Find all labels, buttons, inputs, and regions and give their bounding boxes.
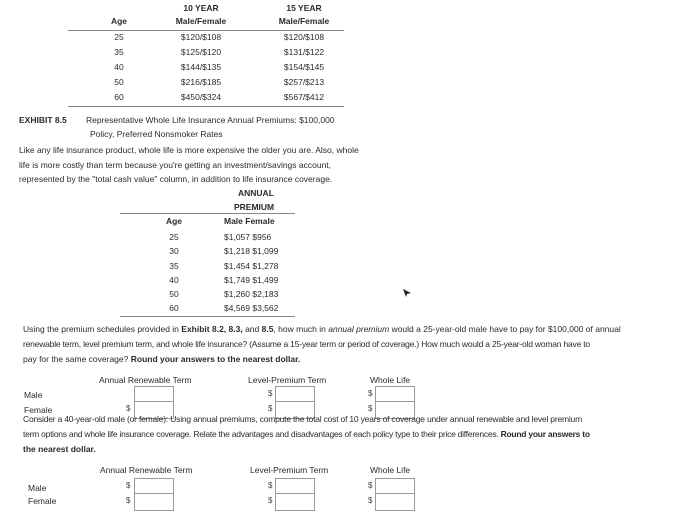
age-header: Age: [165, 216, 183, 226]
female-level-premium-cost-input[interactable]: [275, 493, 315, 511]
col-annual-renewable-term: Annual Renewable Term: [99, 375, 192, 385]
currency-symbol: $: [126, 496, 131, 505]
fifteen-year-cell: $567/$412: [283, 92, 325, 102]
premium-cell: $1,260 $2,183: [224, 289, 279, 299]
age-cell: 30: [169, 246, 179, 256]
premium-header: PREMIUM: [234, 202, 275, 212]
col-whole-life: Whole Life: [370, 465, 411, 475]
table-row: [68, 62, 344, 77]
table-divider: [68, 30, 344, 31]
question1-line3: [23, 354, 300, 365]
fifteen-year-cell: $120/$108: [283, 32, 325, 42]
question1-text: would a 25-year-old male have to pay for $100,000 of annual: [389, 324, 621, 334]
description-line: represented by the "total cash value" column, in addition to life insurance coverage.: [19, 174, 333, 184]
question1-text: and: [242, 324, 262, 334]
ten-year-header: 10 YEAR: [183, 3, 219, 13]
mouse-cursor-icon: [402, 288, 412, 298]
premium-cell: $1,749 $1,499: [224, 275, 279, 285]
premium-cell: $1,057 $956: [224, 232, 272, 242]
question1-emphasis: annual premium: [328, 324, 390, 334]
age-cell: 40: [169, 275, 179, 285]
table-divider: [120, 316, 295, 317]
ten-year-mf-header: Male/Female: [175, 16, 227, 26]
question2-line2: [23, 429, 590, 440]
currency-symbol: $: [268, 404, 273, 413]
fifteen-year-mf-header: Male/Female: [278, 16, 330, 26]
description-line: Like any life insurance product, whole life is more expensive the older you are. Also, whole: [19, 145, 359, 155]
ten-year-cell: $120/$108: [180, 32, 222, 42]
fifteen-year-header: 15 YEAR: [286, 3, 322, 13]
currency-symbol: $: [368, 496, 373, 505]
rounding-instruction: Round your answers to the nearest dollar.: [130, 354, 301, 364]
age-cell: 25: [169, 232, 179, 242]
table-subheader-row: [68, 16, 344, 31]
female-annual-renewable-cost-input[interactable]: [134, 493, 174, 511]
age-cell: 60: [114, 92, 124, 102]
question1-text: , how much in: [273, 324, 329, 334]
question1-text: Using the premium schedules provided in: [23, 324, 182, 334]
exhibit-caption-line2: Policy, Preferred Nonsmoker Rates: [90, 129, 223, 139]
table-row: [68, 77, 344, 92]
ten-year-cell: $216/$185: [180, 77, 222, 87]
premium-cell: $4,569 $3,562: [224, 303, 279, 313]
question2-text: term options and whole life insurance coverage. Relate the advantages and disadvantages of each policy type to their price differences.: [23, 429, 501, 439]
table-row: [68, 92, 344, 107]
fifteen-year-cell: $131/$122: [283, 47, 325, 57]
table-divider: [68, 106, 344, 107]
rounding-instruction: Round your answers to: [500, 429, 590, 439]
col-annual-renewable-term: Annual Renewable Term: [100, 465, 193, 475]
currency-symbol: $: [368, 389, 373, 398]
col-level-premium-term: Level-Premium Term: [250, 465, 329, 475]
age-cell: 35: [114, 47, 124, 57]
col-whole-life: Whole Life: [370, 375, 411, 385]
ten-year-cell: $144/$135: [180, 62, 222, 72]
age-cell: 35: [169, 261, 179, 271]
table-row: [120, 275, 295, 290]
table-header-row: [120, 216, 295, 231]
fifteen-year-cell: $257/$213: [283, 77, 325, 87]
exhibit-caption: Representative Whole Life Insurance Annual Premiums: $100,000: [86, 115, 335, 125]
currency-symbol: $: [368, 481, 373, 490]
description-line: life is more costly than term because you're getting an investment/savings account,: [19, 160, 332, 170]
currency-symbol: $: [368, 404, 373, 413]
age-cell: 50: [169, 289, 179, 299]
currency-symbol: $: [268, 389, 273, 398]
female-whole-life-cost-input[interactable]: [375, 493, 415, 511]
currency-symbol: $: [126, 404, 131, 413]
question2-line3: the nearest dollar.: [23, 444, 96, 454]
age-cell: 60: [169, 303, 179, 313]
premium-cell: $1,454 $1,278: [224, 261, 279, 271]
male-female-header: Male Female: [224, 216, 275, 226]
row-female-label: Female: [28, 496, 57, 506]
age-cell: 50: [114, 77, 124, 87]
table-divider: [120, 213, 295, 214]
table-row: [120, 261, 295, 276]
question1-line2: renewable term, level premium term, and whole life insurance? (Assume a 15-year term or period of coverage.) How much would a 25-year-old woman have to: [23, 339, 590, 349]
age-header: Age: [110, 16, 128, 26]
exhibit-label: EXHIBIT 8.5: [19, 115, 67, 125]
table-row: [120, 232, 295, 247]
table-row: [120, 289, 295, 304]
question1-exhibit: 8.5: [261, 324, 274, 334]
ten-year-cell: $125/$120: [180, 47, 222, 57]
col-level-premium-term: Level-Premium Term: [248, 375, 327, 385]
currency-symbol: $: [268, 481, 273, 490]
currency-symbol: $: [268, 496, 273, 505]
ten-year-cell: $450/$324: [180, 92, 222, 102]
row-male-label: Male: [28, 483, 47, 493]
age-cell: 40: [114, 62, 124, 72]
table-row: [120, 246, 295, 261]
question1-text: pay for the same coverage?: [23, 354, 131, 364]
question2-line1: Consider a 40-year-old male (or female): Using annual premiums, compute the total cost of 10 years of coverage under annual renewable and level premium: [23, 414, 582, 424]
question1-exhibits: Exhibit 8.2, 8.3,: [181, 324, 243, 334]
premium-cell: $1,218 $1,099: [224, 246, 279, 256]
row-male-label: Male: [24, 390, 43, 400]
fifteen-year-cell: $154/$145: [283, 62, 325, 72]
table-row: [68, 47, 344, 62]
annual-header: ANNUAL: [238, 188, 274, 198]
question1-line1: [23, 324, 621, 335]
row-female-label: Female: [24, 405, 53, 415]
table-row: [68, 32, 344, 47]
age-cell: 25: [114, 32, 124, 42]
currency-symbol: $: [126, 481, 131, 490]
